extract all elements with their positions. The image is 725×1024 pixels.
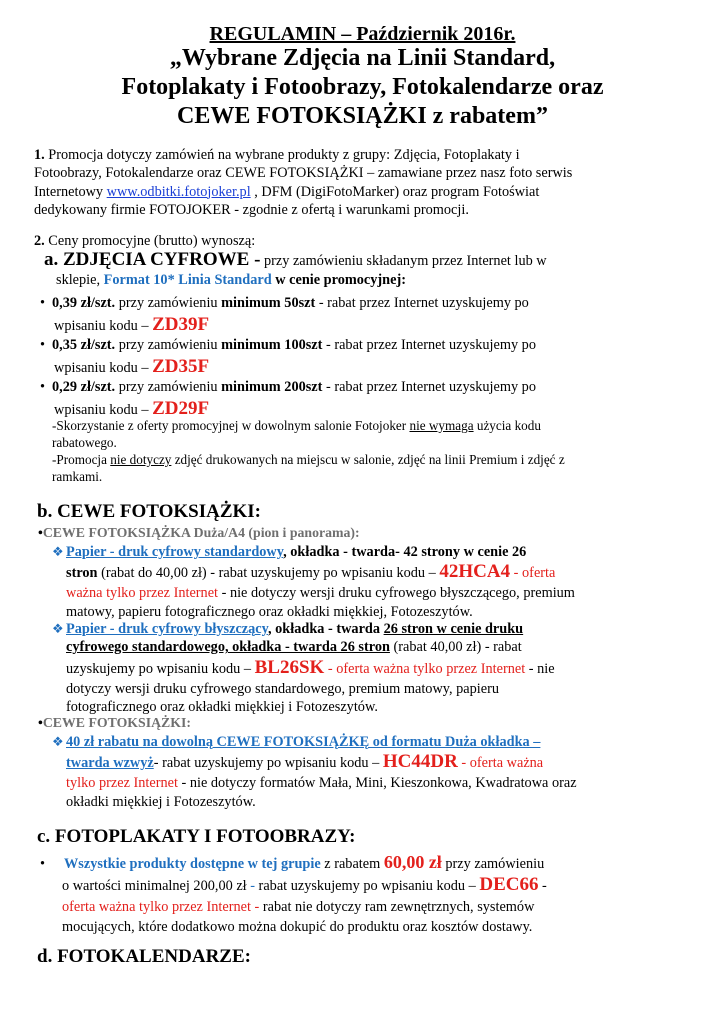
paper-glossy-link[interactable]: Papier - druk cyfrowy błyszczący xyxy=(66,621,268,637)
bullet-icon: • xyxy=(40,379,46,395)
format-label: Format 10* Linia Standard xyxy=(103,272,272,288)
cewe-item-1: ❖ Papier - druk cyfrowy standardowy, okładka - twarda- 42 strony w cenie 26 stron (rabat do 40,00 zł) - rabat uzyskujemy po wpisaniu kodu – 42HCA4 - oferta ważna tylko przez Internet - nie dotyczy wersji druku cyfrowego błyszczącego, premium matowy, papieru fotograficznego oraz okładki miękkiej, Fotozeszytów. xyxy=(52,544,575,620)
cewe-item-2: ❖ Papier - druk cyfrowy błyszczący, okładka - twarda 26 stron w cenie druku cyfrowego standardowego, okładka - twarda 26 stron (rabat 40,00 zł) - rabat uzyskujemy po wpisaniu kodu – BL26SK - oferta ważna tylko przez Internet - nie dotyczy wersji druku cyfrowego standardowego, premium matowy, papieru fotograficznego oraz okładki miękkiej i Fotozeszytów. xyxy=(52,621,555,715)
promo-code: BL26SK xyxy=(254,656,325,678)
paper-standard-link[interactable]: Papier - druk cyfrowy standardowy xyxy=(66,544,284,560)
discount-40-link-cont[interactable]: twarda wzwyż xyxy=(66,755,154,772)
diamond-bullet-icon: ❖ xyxy=(52,621,64,636)
discount-40-link[interactable]: 40 zł rabatu na dowolną CEWE FOTOKSIĄŻKĘ od formatu Duża okładka – xyxy=(66,734,541,750)
section-2-intro: 2. Ceny promocyjne (brutto) wynoszą: xyxy=(34,233,256,249)
diamond-bullet-icon: ❖ xyxy=(52,544,64,559)
section-d-heading: d. FOTOKALENDARZE: xyxy=(37,946,251,967)
bullet-icon: • xyxy=(40,856,46,872)
promo-code: ZD29F xyxy=(152,398,210,419)
promo-code: ZD35F xyxy=(152,356,210,377)
promo-code: HC44DR xyxy=(382,751,458,773)
section-2a: a. ZDJĘCIA CYFROWE - przy zamówieniu składanym przez Internet lub w sklepie, Format 10* Linia Standard w cenie promocyjnej: xyxy=(44,249,547,288)
section-b-heading: b. CEWE FOTOKSIĄŻKI: xyxy=(37,501,262,522)
section-1: 1. Promocja dotyczy zamówień na wybrane produkty z grupy: Zdjęcia, Fotoplakaty i Fotoobrazy, Fotokalendarze oraz CEWE FOTOKSIĄŻKI – zamawiane przez nasz foto serwis Internetowy www.odbitki.fotojoker.pl , DFM (DigiFotoMarker) oraz program Fotoświat dedykowany firmie FOTOJOKER - zgodnie z ofertą i warunkami promocji. xyxy=(34,147,573,218)
section-b-sub2: •CEWE FOTOKSIĄŻKI: xyxy=(38,715,191,730)
tier-3: • 0,29 zł/szt. przy zamówieniu minimum 200szt - rabat przez Internet uzyskujemy po wpisaniu kodu – ZD29F xyxy=(40,376,700,421)
tier-1: • 0,39 zł/szt. przy zamówieniu minimum 50szt - rabat przez Internet uzyskujemy po wpisaniu kodu – ZD39F xyxy=(40,292,700,337)
discount-amount: 60,00 zł xyxy=(383,852,442,872)
bullet-icon: • xyxy=(40,295,46,311)
promo-code: 42HCA4 xyxy=(439,561,511,583)
diamond-bullet-icon: ❖ xyxy=(52,734,64,749)
promo-code: ZD39F xyxy=(152,314,210,335)
bullet-icon: • xyxy=(38,525,43,540)
section-c-heading: c. FOTOPLAKATY I FOTOOBRAZY: xyxy=(37,826,356,847)
promo-code: DEC66 xyxy=(479,874,539,895)
notes: -Skorzystanie z oferty promocyjnej w dowolnym salonie Fotojoker nie wymaga użycia kodu rabatowego. -Promocja nie dotyczy zdjęć drukowanych na miejscu w salonie, zdjęć na linii Premium i zdjęć z ramkami. xyxy=(52,418,565,484)
bullet-icon: • xyxy=(40,337,46,353)
website-link[interactable]: www.odbitki.fotojoker.pl xyxy=(106,183,251,200)
bullet-icon: • xyxy=(38,715,43,730)
doc-subtitle: „Wybrane Zdjęcia na Linii Standard, Fotoplakaty i Fotoobrazy, Fotokalendarze oraz CEWE FOTOKSIĄŻKI z rabatem” xyxy=(121,45,604,129)
cewe-item-3: ❖ 40 zł rabatu na dowolną CEWE FOTOKSIĄŻKĘ od formatu Duża okładka – twarda wzwyż- rabat uzyskujemy po wpisaniu kodu – HC44DR - oferta ważna tylko przez Internet - nie dotyczy formatów Mała, Mini, Kieszonkowa, Kwadratowa oraz okładki miękkiej i Fotozeszytów. xyxy=(52,734,577,810)
section-b-sub1: •CEWE FOTOKSIĄŻKA Duża/A4 (pion i panorama): xyxy=(38,525,360,540)
section-c-body: • Wszystkie produkty dostępne w tej grupie z rabatem 60,00 zł przy zamówieniu o wartości minimalnej 200,00 zł - rabat uzyskujemy po wpisaniu kodu – DEC66 - oferta ważna tylko przez Internet - rabat nie dotyczy ram zewnętrznych, systemów mocujących, które dodatkowo można dokupić do produktu oraz kosztów dostawy. xyxy=(40,852,547,935)
doc-title: REGULAMIN – Październik 2016r. xyxy=(209,23,516,45)
tier-2: • 0,35 zł/szt. przy zamówieniu minimum 100szt - rabat przez Internet uzyskujemy po wpisaniu kodu – ZD35F xyxy=(40,334,700,379)
